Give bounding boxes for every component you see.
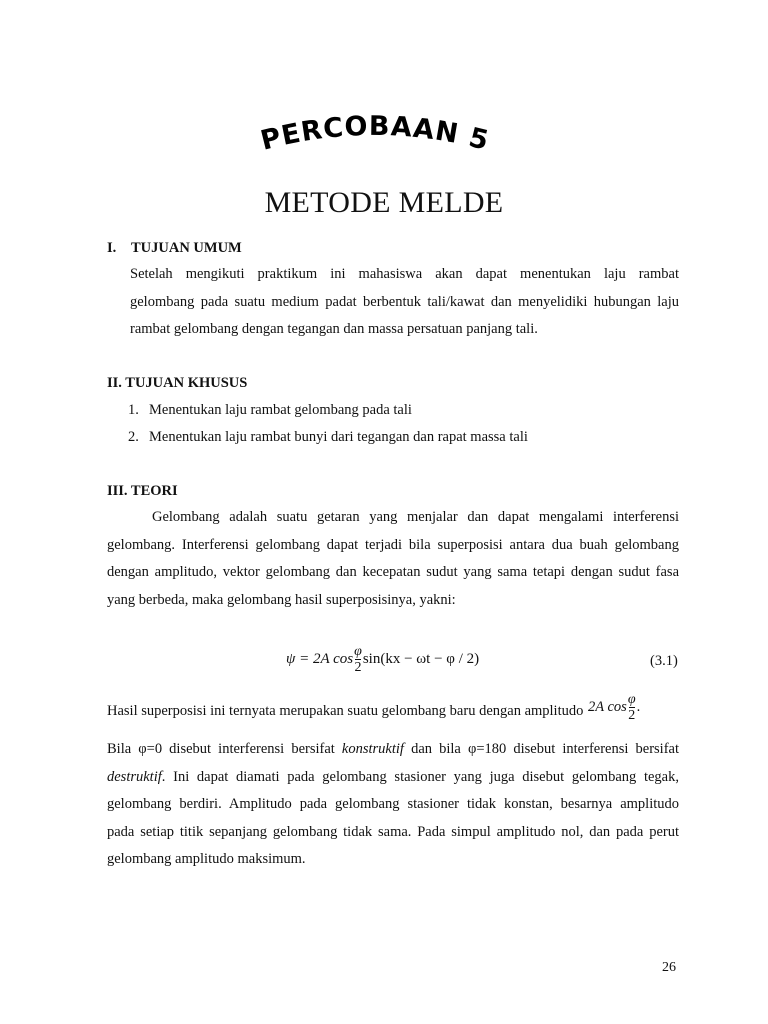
section-1-line: gelombang pada suatu medium padat berbentuk tali/kawat dan menyelidiki hubungan laju [130, 293, 679, 310]
section-1-paragraph [130, 261, 679, 344]
section-3-line: gelombang. Interferensi gelombang dapat terjadi bila superposisi antara dua buah gelombang [107, 536, 679, 553]
paragraph-line [107, 764, 679, 792]
document-title: METODE MELDE [264, 186, 504, 219]
section-1-title: TUJUAN UMUM [131, 240, 242, 256]
svg-text:PERCOBAAN 5 [258, 111, 493, 157]
equation-number: (3.1) [650, 653, 678, 669]
fraction-numerator: φ [354, 644, 362, 659]
interference-paragraph [107, 736, 679, 874]
equation-fraction [354, 644, 362, 675]
fraction-denominator: 2 [354, 660, 362, 675]
amplitude-expression [588, 692, 640, 723]
wordart-banner [240, 108, 508, 164]
amplitude-sentence [107, 692, 679, 732]
line2-part-b: . Ini dapat diamati pada gelombang stasioner yang juga disebut gelombang tegak, [161, 768, 679, 785]
amplitude-fraction [628, 692, 636, 723]
fraction-numerator: φ [627, 692, 636, 707]
line1-part-a: Bila φ=0 disebut interferensi bersifat [107, 741, 342, 757]
term-konstruktif: konstruktif [341, 741, 404, 757]
paragraph-line: pada setiap titik sepanjang gelombang tidak sama. Pada simpul amplitudo nol, dan pada perut [107, 823, 679, 840]
section-3-line: Gelombang adalah suatu getaran yang menjalar dan dapat mengalami interferensi [152, 509, 679, 525]
page-number: 26 [662, 960, 676, 975]
section-3-line: dengan amplitudo, vektor gelombang dan kecepatan sudut yang sama tetapi dengan sudut fasa [107, 564, 679, 580]
fraction-denominator: 2 [628, 708, 636, 723]
list-item [128, 397, 528, 424]
list-item [128, 424, 528, 451]
paragraph-line: gelombang amplitudo maksimum. [107, 851, 306, 867]
wordart-banner-graphic [240, 108, 508, 164]
section-3-line: yang berbeda, maka gelombang hasil superposisinya, yakni: [107, 591, 456, 608]
equation-3-1 [286, 644, 479, 684]
equation-rhs: sin(kx − ωt − φ / 2) [362, 650, 480, 667]
list-item-number: 2. [128, 429, 139, 445]
amplitude-text: Hasil superposisi ini ternyata merupakan suatu gelombang baru dengan amplitudo [107, 703, 584, 719]
list-item-text: Menentukan laju rambat bunyi dari tegangan dan rapat massa tali [149, 429, 528, 445]
term-destruktif: destruktif [107, 768, 162, 785]
section-3-heading: III. TEORI [107, 483, 178, 499]
amplitude-expr-suffix: . [636, 698, 641, 715]
section-1-line: rambat gelombang dengan tegangan dan massa persatuan panjang tali. [130, 321, 538, 337]
paragraph-line: gelombang berdiri. Amplitudo pada gelombang stasioner tidak konstan, besarnya amplitudo [107, 796, 679, 812]
line1-part-c: dan bila φ=180 disebut interferensi bersifat [403, 741, 679, 757]
section-3-paragraph [107, 504, 679, 614]
section-2-heading: II. TUJUAN KHUSUS [107, 375, 248, 391]
objectives-list [128, 397, 528, 451]
amplitude-expr-prefix: 2A cos [588, 698, 627, 715]
section-1-line: Setelah mengikuti praktikum ini mahasiswa akan dapat menentukan laju rambat [130, 266, 679, 282]
list-item-number: 1. [128, 402, 139, 418]
banner-text: PERCOBAAN 5 [257, 110, 493, 157]
list-item-text: Menentukan laju rambat gelombang pada tali [149, 402, 412, 418]
paragraph-line [107, 736, 679, 764]
equation-lhs: ψ = 2A cos [286, 650, 354, 667]
section-1-number: I. [107, 240, 117, 256]
section-1-heading [107, 240, 242, 257]
